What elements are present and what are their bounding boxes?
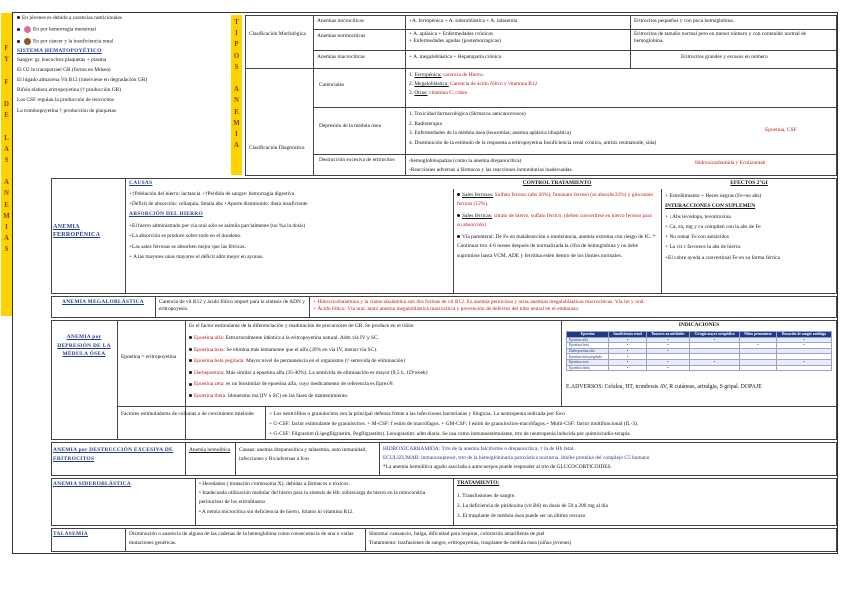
epoetina-label: Epoetina = eritropoyetina <box>121 354 177 360</box>
absorcion-title: ABSORCIÓN DEL HIERRO <box>129 211 203 217</box>
megaloblastica-desc: Carencia de vit B12 y ácido fólico import para la síntesis de ADN y eritropoyesis. <box>159 299 305 313</box>
destruccion-label: Destrucción excesiva de eritrocitos <box>319 157 395 163</box>
destruccion-causas: Causas: anemia drepanocítica y talasemia, auto inmunidad, infecciones y Rx/adversas a fcos <box>239 447 367 462</box>
sideroblastica-causas: • Heredados ( mutación cromosoma X), debidas a fármacos o tóxicos. • Inadecuada utilización medular del hierro para la síntesis de Hb. sobrecarga de hierro en la mitocondria perinuclear de los eritroblastos • A nemia microcítica sin deficiencia de hierro, folatos ni vitamina B12. <box>199 481 426 515</box>
carencias-list: 1. Ferropénica: carencia de Hierro. 2. Megaloblástica: Carencia de ácido fólico y vitamina B12 3. Otras: vitamina C, cobre <box>409 72 538 97</box>
efectos-title: EFECTOS 2°GI <box>730 180 768 186</box>
control-list: Sales ferrosas: Sulfato ferroso (abs 20%), fumarato ferroso (se absorbe33%) y gluconato ferroso (12%). Sales férricas: citrato de hierro, sulfato férrico, (deben convertirse en hierro ferroso para su absorción) Vía parenteral: De Fe en malabsorción o intolerancia, anemia extrema con riesgo de IC. * Continuar trto 4-6 meses después de normalizada la cifra de hemoglobina y no debe suprimirse hasta VCM, ADE y ferritina estén dentro de los límites normales. <box>457 192 656 259</box>
table-row: Epoetina alfa • • • • <box>567 337 832 343</box>
table-row: Epoetina theta • • <box>567 365 832 371</box>
tipos-anemia-column: T I P O S A N E M I A <box>231 15 242 175</box>
destruccion-title: ANEMIA por DESTRUCCIÓN EXCESIVA DE ERITROCITOS <box>53 447 173 462</box>
ind-head-cell: Epoetina <box>567 332 609 338</box>
destruccion-tag: Hidroxicarbamida y Eculizumab <box>695 160 766 166</box>
table-row: Epoetina beta pegilada • <box>567 354 832 360</box>
sidebar-point: La trombopoyetina † producción de plaquetas <box>17 107 116 114</box>
talasemia-title: TALASEMIA <box>53 531 88 537</box>
morfologica-label: Clasificación Morfológica <box>249 31 306 37</box>
causas-title: CAUSAS <box>129 180 153 186</box>
diagnostica-label: Clasificación Diagnóstica <box>249 145 305 151</box>
sideroblastica-title: ANEMIA SIDEROBLÁSTICA <box>53 481 132 487</box>
sidebar-point: El hígado almacena Vit B12 (interviene en degradación GR) <box>17 77 148 84</box>
depresion-label: Depresión de la médula ósea <box>319 123 381 129</box>
sidebar-item: En por cáncer y la insuficiencia renal <box>17 38 227 46</box>
macrociticas-desc: Eritrocitos grandes y escasos en número <box>681 54 768 60</box>
absorcion-list: +El hierro administrado por vía oral sólo se asimila parcialmente (no %a la dosis) +La absorción se produce sobre todo en el duodeno. +Las sales ferrosas se absorben mejor que las férricas. + A las mayores unas mayores el déficit adm mejor en ayunas. <box>129 223 306 260</box>
macrociticas-name: Anemias macrocíticas <box>317 54 365 60</box>
colonias-list: + Los neutrófilos o granulocitos son la principal defensa frente a las infecciones bacterianas y fúngicas. La neutropenia indicada por foco + G-CSF: factor estimulante de granulocitos. + M-CSF: f estim de macrófagos. + GM-CSF: f estim de granulocitos-macrófagos.+ Multi-CSF: factor multifuncional (IL-3). + G-CSF: Filgrastim (Lipegfilgrastim, Pegfilgrastim). Lenograstim: adm diaria. Se usa como inmunoestimulante, trto de neutropenia inducida por quimio/radio-terapia <box>269 411 639 437</box>
table-row: Epoetina zeta • • • • <box>567 359 832 365</box>
title-column-fyfdelas: F Y F D E L A S A N E M I A S <box>1 13 12 316</box>
sideroblastica-trat-title: TRATAMIENTO: <box>457 480 500 486</box>
carenciales-label: Carenciales <box>319 82 345 88</box>
sidebar-point: Los CSF regulan la producción de leucocitos <box>17 97 115 104</box>
microciticas-types: +A. ferropénica + A. sideroblástica + A. talasemia <box>409 18 518 24</box>
causas-list: +†Población del hierro: lactancia +†Pérdida de sangre: hemorragia digestiva +Déficit de absorción: celiaquía, Smala abs +Aporte disminuido: dieta insuficiente <box>129 191 308 207</box>
sideroblastica-trat: 1. Transfusiones de sangre. 2. La deficiencia de piridoxina (vit B6) en dosis de 50 a 200 mg al día 3. El trasplante de médula ósea puede ser un último recurso <box>457 493 608 519</box>
ind-head-cell: Niños prematuros <box>740 332 777 338</box>
sheet <box>3 12 838 554</box>
depresion-title: ANEMIA por DEPRESIÓN DE LA MÉDULA ÓSEA <box>57 334 111 358</box>
indicaciones-table <box>566 331 832 371</box>
ind-head-cell: Cirugía mayor ortopédica <box>689 332 739 338</box>
destruccion-list: -hemoglobinopatías (como la anemia drepanocítica) -Reacciones adversas a fármacos y las reacciones inmunitarias inadecuadas. <box>409 158 573 173</box>
table-row: Epoetina beta • • • • <box>567 343 832 349</box>
megaloblastica-title: ANEMIA MEGALOBLÁSTICA <box>62 299 144 305</box>
colonias-label: Factores estimuladores de colonias o de crecimiento mieloide <box>121 411 254 417</box>
ferropenica-title: ANEMIA FERROPÉNICA <box>53 224 101 238</box>
efectos-list: + Estreñimiento + Heces negras (Fe+no abs) INTERACCIONES CON SUPLEMEN + ↓Abs levodopa, levotiroxina + Ca, zn, mg y cu compiten con la abs de Fe + No tomar Fe con antiácidos + La vit c favorece la abs de hierro. +El cobre ayuda a convertirsal Fe en su forma férrica <box>665 193 780 261</box>
macrociticas-types: + A. megaloblástica + Hepatopatía crónica <box>409 54 501 60</box>
ind-head-cell: Donación de sangre autóloga <box>776 332 831 338</box>
sidebar-point: Riñón elabora eritropoyetina († producción GR) <box>17 87 122 94</box>
woman-icon <box>24 26 31 33</box>
sidebar-item: En jóvenes es debido a carencias nutricionales <box>17 15 227 22</box>
talasemia-desc: Disminución o ausencia de alguna de las cadenas de la hemoglobina como consecuencia de una o varias mutaciones genéticas. <box>129 531 354 547</box>
microciticas-desc: Eritrocitos pequeños y con poca hemoglobina. <box>634 18 735 24</box>
normociticas-types: + A. aplásica + Enfermedades crónicas + Enfermedades agudas (postemorragicas) <box>409 31 501 45</box>
adversos: E.ADVERSOS: Cefalea, HT, trombosis AV, R cutáneas, artralgia, S gripal. DOPAJE <box>566 384 762 390</box>
microciticas-name: Anemias microcíticas <box>317 18 364 24</box>
normociticas-desc: Eritrocitos de tamaño normal pero en menor número y con contenido normal de hemoglobina. <box>634 31 807 45</box>
table-row: Darbepoetina alfa • • <box>567 348 832 354</box>
section-heading: SISTEMA HEMATOPOYÉTICO <box>17 47 102 54</box>
megaloblastica-lines: + Hidroxicobalamina y la cianocobalamina son dos formas de vit B12. En anemia perniciosa y otras anemias megaloblásticas macrocíticas. Vía im y oral. + Ácido fólico: Vía oral. tanto anemia megaloblástica macrocítica y prevención de defectos del tubo neural en el embarazo. <box>313 299 645 313</box>
depresion-list: 1. Toxicidad farmacológica (fármacos anticancerosos) 2. Radioterapia 3. Enfermedades de la médula ósea (leucemias, anemia aplásica idiopática) 4. Disminución de la estimulo de la respuesta a eritropoyetina Insuficiencia renal crónica, artritis reumatoide, sida) <box>409 111 657 147</box>
sidebar-point: Sangre: gr. leucocitos plaquetas + plasma <box>17 56 107 63</box>
epoetina-list: Epoetina alfa: Estructuralmente idéntica a la eritropoyetina natural. Adm vía IV y SC. Epoetina beta: Se elimina más lentamente que el alfa (20% en vía IV, menor vía SC). Epoetina beta pegilada: Mayor nivel de permanencia en el organismo († semivida de eliminación) Darbepoetina: Más similar a epoetina alfa (35-40%). La semivida de eliminación es mayor (8,5 h, 1D/week) Epoetina zeta: es un biosimilar de epoetina alfa, cuyo medicamento de referencia es Eprex®. Epoetina theta: Idoneismo ma (IV o SC) en las fases de mantenimiento. <box>189 333 559 403</box>
sidebar-point: El O2 le transportael GR (forma en Mdsea) <box>17 67 111 74</box>
indicaciones-title: INDICACIONES <box>678 322 720 328</box>
ind-head-cell: Tumores no mieloides <box>646 332 689 338</box>
sidebar-item: En por hemorragia menstrual <box>17 26 227 34</box>
ind-head-cell: Insuficiencia renal <box>609 332 646 338</box>
depresion-tag: Epoetina, CSF <box>765 127 797 133</box>
control-title: CONTROL TRATAMIENTO <box>522 180 592 186</box>
talasemia-sintomas: Síntoma: cansancio, fatiga, dificultad para respirar, coloración amarillenta de piel Tratamiento: trasfusiones de sangre, eritropoyetina, trasplante de médula ósea (niños jóvenes) <box>369 531 572 547</box>
man-icon <box>24 38 31 45</box>
destruccion-lines: HIDROXICARBAMIDA: Trto de la anemia falciforme o drepanocítica, † la de Hb fetal. ECULIZUMAB: inmunosupresor, trto de la hemoglobinuria paroxística nocturna. Inhibe proteína del complejo C5 humano *La anemia hemolítica agudo asociada a autocuerpos puede responder al trto de GLUCOCORTICOIDES. <box>383 446 650 470</box>
normociticas-name: Anemias normocíticas <box>317 33 366 39</box>
hemolitica-label: Anemia hemolítica <box>189 447 231 453</box>
sidebar <box>17 15 227 115</box>
epoetina-intro: Es el factor estimulante de la diferenciación y maduración de precursores de GR. Se produce en el riñón <box>189 323 414 329</box>
